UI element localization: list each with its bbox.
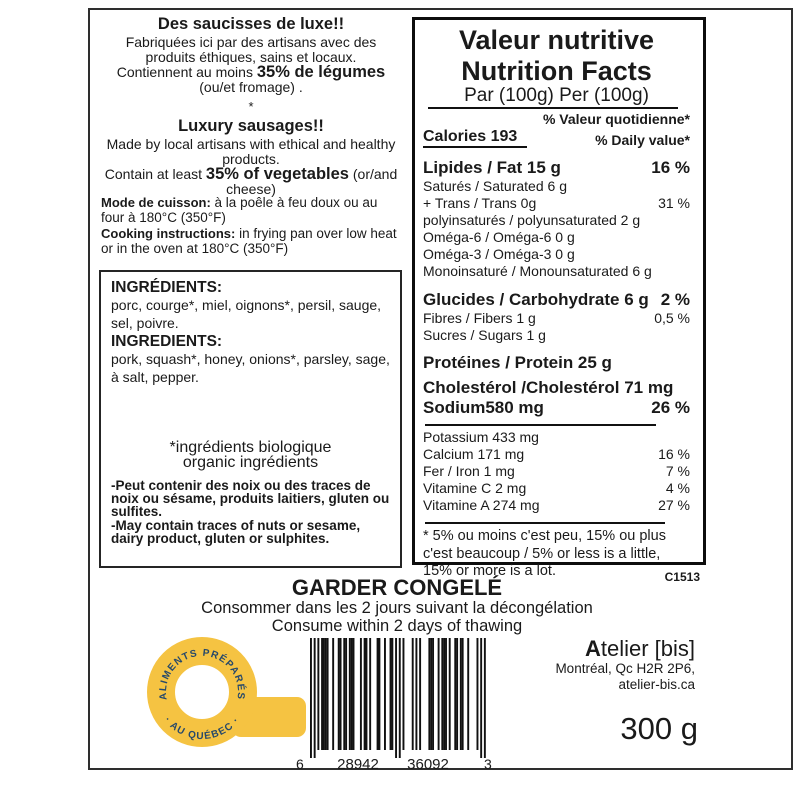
svg-text:ALIMENTS PRÉPARÉS: ALIMENTS PRÉPARÉS — [157, 647, 247, 701]
nutrient-row-vitamin-a: Vitamine A 274 mg 27 % — [423, 497, 690, 513]
brand-block — [520, 637, 695, 693]
brand-address: Montréal, Qc H2R 2P6, — [555, 661, 695, 676]
nutrient-row-trans: + Trans / Trans 0g 31 % — [423, 195, 690, 211]
nutrient-row-saturated: Saturés / Saturated 6 g — [423, 178, 567, 194]
nutrition-title-fr: Valeur nutritive — [458, 25, 655, 55]
brand-name: Atelier [bis] — [584, 636, 695, 661]
nutrient-row-polyunsaturated: polyinsaturés / polyunsaturated 2 g — [423, 212, 641, 228]
cooking-instructions — [101, 196, 403, 258]
ingredients-box — [99, 270, 402, 568]
calories-row — [423, 128, 690, 148]
organic-note: *ingrédients biologique organic ingrédients — [169, 439, 332, 471]
nutrient-row-protein: Protéines / Protein 25 g — [423, 353, 612, 372]
intro-body-en: Made by local artisans with ethical and healthy products. — [106, 136, 396, 167]
intro-separator: * — [248, 99, 254, 114]
nutrient-row-cholesterol: Cholestérol /Cholestérol 71 mg — [423, 378, 674, 397]
barcode-digit-first: 6 — [296, 756, 304, 772]
nutrient-row-calcium: Calcium 171 mg 16 % — [423, 446, 690, 462]
svg-text:· AU QUÉBEC ·: · AU QUÉBEC · — [161, 714, 243, 743]
nutrient-row-potassium: Potassium 433 mg — [423, 429, 539, 445]
nutrition-divider-bottom — [425, 522, 665, 524]
ingredients-list-fr: porc, courge*, miel, oignons*, persil, sauge, sel, poivre. — [111, 297, 382, 331]
net-weight: 300 g — [620, 711, 698, 746]
intro-section — [99, 15, 403, 197]
barcode-group-left: 28942 — [337, 756, 379, 773]
nutrient-row-fat: Lipides / Fat 15 g 16 % — [423, 158, 690, 177]
quebec-prepared-foods-logo-icon — [142, 633, 312, 755]
intro-title-fr: Des saucisses de luxe!! — [157, 15, 345, 33]
barcode-digit-last: 3 — [484, 756, 492, 772]
nutrient-row-iron: Fer / Iron 1 mg 7 % — [423, 463, 690, 479]
barcode-group-right: 36092 — [407, 756, 449, 773]
cooking-en: Cooking instructions: in frying pan over low heat or in the oven at 180°C (350°F) — [101, 226, 397, 256]
calories-value: Calories 193 — [423, 128, 527, 148]
nutrient-row-sodium: Sodium580 mg 26 % — [423, 398, 690, 417]
nutrition-divider-top — [428, 107, 678, 109]
intro-contain-fr: Contiennent au moins 35% de légumes (ou/et fromage) . — [116, 63, 386, 95]
daily-value-header-fr: % Valeur quotidienne* — [542, 111, 690, 127]
barcode-bars — [310, 638, 486, 758]
storage-sub-fr: Consommer dans les 2 jours suivant la décongélation — [201, 599, 593, 617]
nutrient-row-monounsaturated: Monoinsaturé / Monounsaturated 6 g — [423, 263, 652, 279]
nutrient-row-sugars: Sucres / Sugars 1 g — [423, 327, 546, 343]
allergen-warning-en: -May contain traces of nuts or sesame, dairy product, gluten or sulphites. — [111, 518, 361, 546]
brand-website: atelier-bis.ca — [618, 677, 695, 692]
nutrient-row-omega3: Oméga-3 / Oméga-3 0 g — [423, 246, 575, 262]
nutrient-row-vitamin-c: Vitamine C 2 mg 4 % — [423, 480, 690, 496]
intro-body-fr: Fabriquées ici par des artisans avec des produits éthiques, sains et locaux. — [125, 34, 377, 65]
storage-sub-en: Consume within 2 days of thawing — [271, 616, 523, 635]
intro-title-en: Luxury sausages!! — [178, 117, 324, 135]
ingredients-heading-fr: INGRÉDIENTS: — [111, 279, 223, 296]
daily-value-header-en: % Daily value* — [595, 132, 690, 148]
nutrition-footnote: * 5% ou moins c'est peu, 15% ou plus c'est beaucoup / 5% or less is a little, 15% or more is a lot. — [423, 528, 666, 579]
nutrient-row-omega6: Oméga-6 / Oméga-6 0 g — [423, 229, 575, 245]
nutrition-divider-middle — [425, 424, 656, 426]
allergen-warning-fr: -Peut contenir des noix ou des traces de noix ou sésame, produits laitiers, gluten ou sulfites. — [111, 478, 390, 519]
nutrition-serving: Par (100g) Per (100g) — [464, 85, 649, 106]
upc-barcode — [288, 636, 498, 774]
intro-contain-en: Contain at least 35% of vegetables (or/and cheese) — [104, 165, 398, 197]
cooking-fr: Mode de cuisson: à la poêle à feu doux ou au four à 180°C (350°F) — [101, 195, 378, 225]
nutrient-row-fibers: Fibres / Fibers 1 g 0,5 % — [423, 310, 690, 326]
nutrient-row-carbohydrate: Glucides / Carbohydrate 6 g 2 % — [423, 290, 690, 309]
storage-heading: GARDER CONGELÉ — [291, 575, 503, 600]
nutrition-title-en: Nutrition Facts — [461, 56, 652, 86]
ingredients-list-en: pork, squash*, honey, onions*, parsley, sage, à salt, pepper. — [111, 351, 390, 385]
product-code: C1513 — [664, 570, 700, 584]
ingredients-heading-en: INGREDIENTS: — [111, 333, 223, 350]
storage-instructions — [88, 575, 706, 635]
